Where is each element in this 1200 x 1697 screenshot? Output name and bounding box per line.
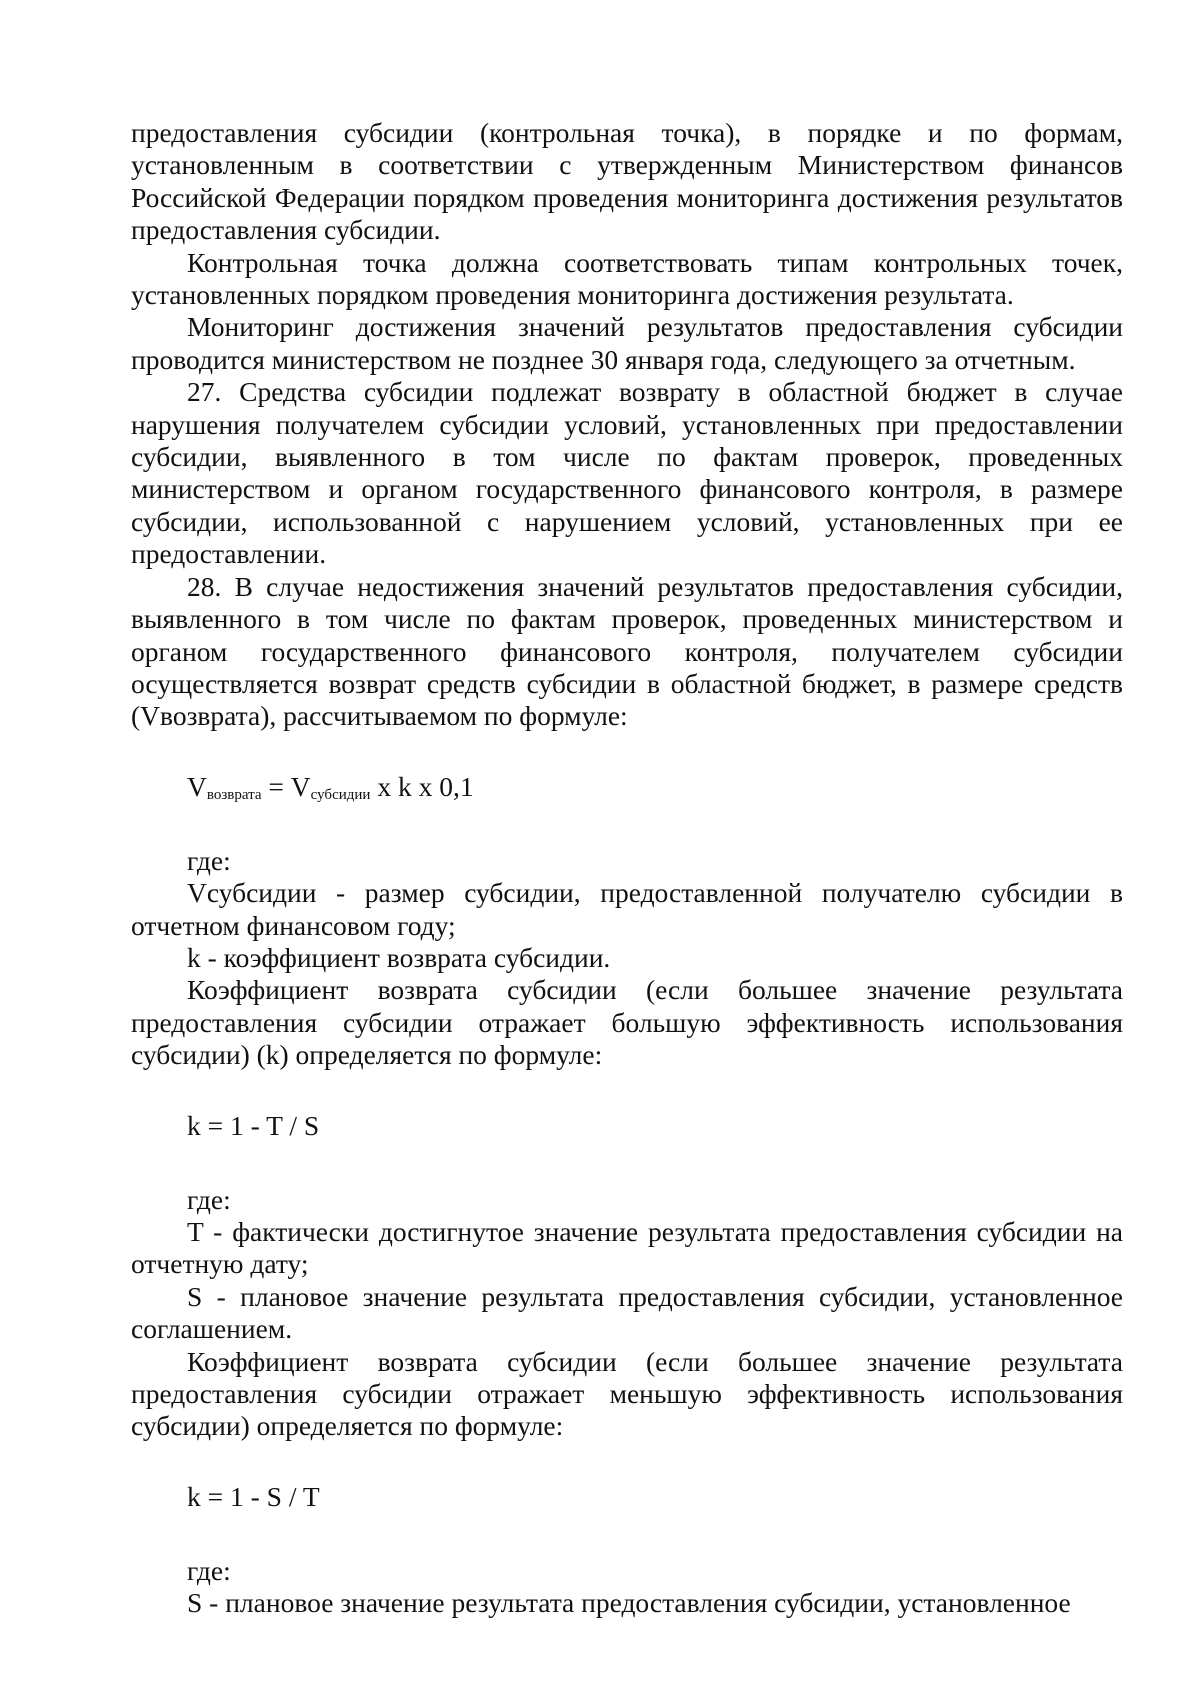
formula-rhs-sub: субсидии — [310, 786, 371, 803]
paragraph-monitoring: Мониторинг достижения значений результатов предоставления субсидии проводится министерством не позднее 30 января года, следующего за отчетным. — [131, 311, 1123, 375]
where-label-1: где: — [187, 844, 231, 876]
paragraph-continuation: предоставления субсидии (контрольная точка), в порядке и по формам, установленным в соответствии с утвержденным Министерством финансов Российской Федерации порядком проведения мониторинга достижения результатов предоставления субсидии. — [131, 117, 1123, 246]
formula-lhs-var: V — [187, 770, 207, 802]
definition-k: k - коэффициент возврата субсидии. — [187, 941, 611, 973]
formula-equals: = — [261, 770, 291, 802]
formula-k-s-over-t: k = 1 - S / T — [187, 1480, 320, 1512]
where-label-3: где: — [187, 1554, 231, 1586]
formula-k-t-over-s: k = 1 - T / S — [187, 1109, 320, 1141]
formula-lhs-sub: возврата — [206, 786, 262, 803]
formula-rest: x k x 0,1 — [370, 770, 474, 802]
definition-t: T - фактически достигнутое значение результата предоставления субсидии на отчетную дату; — [131, 1215, 1123, 1280]
paragraph-27: 27. Средства субсидии подлежат возврату в областной бюджет в случае нарушения получателем субсидии условий, установленных при предоставлении субсидии, выявленного в том числе по фактам проверок, проведенных министерством и органом государственного финансового контроля, в размере субсидии, использованной с нарушением условий, установленных при ее предоставлении. — [131, 376, 1123, 570]
paragraph-control-point: Контрольная точка должна соответствовать типам контрольных точек, установленных порядком проведения мониторинга достижения результата. — [131, 246, 1123, 311]
definition-v-subsidy: Vсубсидии - размер субсидии, предоставленной получателю субсидии в отчетном финансовом году; — [131, 877, 1123, 941]
paragraph-coefficient-2: Коэффициент возврата субсидии (если большее значение результата предоставления субсидии отражает меньшую эффективность использования субсидии) определяется по формуле: — [131, 1345, 1123, 1442]
definition-s: S - плановое значение результата предоставления субсидии, установленное соглашением. — [131, 1280, 1123, 1345]
paragraph-coefficient-1: Коэффициент возврата субсидии (если большее значение результата предоставления субсидии отражает большую эффективность использования субсидии) (k) определяется по формуле: — [131, 974, 1123, 1071]
where-label-2: где: — [187, 1183, 231, 1215]
formula-v-return — [187, 769, 1123, 805]
definition-s-continued: S - плановое значение результата предоставления субсидии, установленное — [187, 1587, 1071, 1619]
paragraph-28: 28. В случае недостижения значений результатов предоставления субсидии, выявленного в том числе по фактам проверок, проведенных министерством и органом государственного финансового контроля, получателем субсидии осуществляется возврат средств субсидии в областной бюджет, в размере средств (Vвозврата), рассчитываемом по формуле: — [131, 570, 1123, 732]
formula-rhs-var: V — [290, 770, 311, 802]
document-page — [131, 117, 1123, 1620]
